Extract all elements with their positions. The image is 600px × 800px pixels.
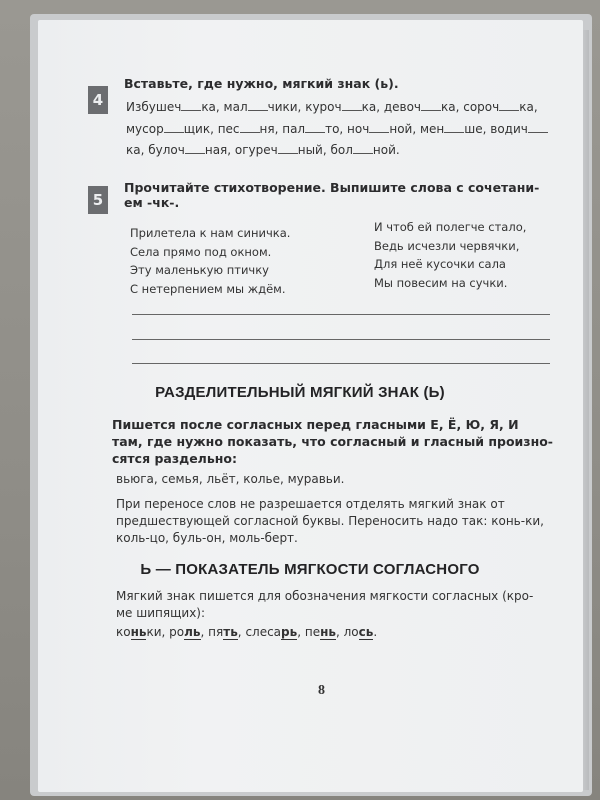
poem-line: Для неё кусочки сала bbox=[374, 257, 506, 271]
poem-line: Эту маленькую птичку bbox=[130, 263, 269, 277]
poem-line: Села прямо под окном. bbox=[130, 244, 272, 259]
softness-examples bbox=[116, 624, 568, 641]
word-fragment: мусор bbox=[126, 121, 164, 136]
task-5-title-line-2: ем -чк-. bbox=[124, 195, 180, 210]
softness-rule-line: Мягкий знак пишется для обозначения мягкости согласных (кро- bbox=[116, 589, 534, 603]
poem-right-column bbox=[374, 218, 526, 292]
example-word: роль, bbox=[169, 625, 209, 639]
example-word: коньки, bbox=[116, 625, 170, 639]
example-word: пень, bbox=[304, 625, 344, 639]
fill-in-blank[interactable] bbox=[528, 122, 548, 133]
fill-in-blank[interactable] bbox=[240, 122, 260, 133]
word-fragment: Избушеч bbox=[126, 100, 182, 114]
fill-in-blank[interactable] bbox=[185, 143, 205, 154]
task-4-title: Вставьте, где нужно, мягкий знак (ь). bbox=[124, 76, 399, 91]
examples-separating: вьюга, семья, льёт, колье, муравьи. bbox=[116, 472, 345, 486]
rule-line: сятся раздельно: bbox=[112, 451, 237, 466]
fill-in-blank[interactable] bbox=[164, 122, 184, 133]
exercise-line bbox=[126, 97, 564, 119]
task-4-lines bbox=[94, 97, 564, 162]
softness-rule bbox=[116, 588, 568, 622]
word-fragment: ка, девоч bbox=[361, 100, 422, 114]
word-fragment: щик, пес bbox=[183, 121, 240, 136]
fill-in-blank[interactable] bbox=[278, 143, 298, 154]
rule-text bbox=[112, 416, 564, 467]
rule-line: там, где нужно показать, что согласный и гласный произно- bbox=[112, 434, 553, 449]
note-line: коль-цо, буль-он, моль-берт. bbox=[116, 531, 298, 545]
word-fragment: ной. bbox=[372, 143, 400, 157]
fill-in-blank[interactable] bbox=[421, 100, 441, 111]
fill-in-blank[interactable] bbox=[248, 100, 268, 111]
word-fragment: ня, пал bbox=[259, 121, 306, 136]
poem-line: И чтоб ей полегче стало, bbox=[374, 220, 527, 234]
fill-in-blank[interactable] bbox=[342, 100, 362, 111]
poem-line: Ведь исчезли червячки, bbox=[374, 238, 520, 253]
answer-line[interactable] bbox=[132, 363, 550, 364]
example-word: слесарь, bbox=[245, 625, 305, 639]
word-fragment: ка, bbox=[519, 100, 538, 114]
fill-in-blank[interactable] bbox=[305, 122, 325, 133]
note-line: При переносе слов не разрешается отделять мягкий знак от bbox=[116, 497, 505, 511]
exercise-line bbox=[126, 119, 564, 141]
section-heading-separating-soft-sign: РАЗДЕЛИТЕЛЬНЫЙ МЯГКИЙ ЗНАК (Ь) bbox=[155, 384, 445, 401]
rule-line: Пишется после согласных перед гласными Е, Ё, Ю, Я, И bbox=[112, 417, 519, 432]
answer-line[interactable] bbox=[132, 339, 550, 340]
word-fragment: ше, водич bbox=[464, 121, 528, 136]
soft-sign-highlight: ть bbox=[223, 625, 238, 639]
section-heading-softness-indicator: Ь — ПОКАЗАТЕЛЬ МЯГКОСТИ СОГЛАСНОГО bbox=[140, 561, 480, 578]
exercise-line bbox=[126, 140, 564, 162]
word-fragment: ный, бол bbox=[297, 143, 353, 157]
poem-line: Прилетела к нам синичка. bbox=[130, 226, 291, 240]
answer-line[interactable] bbox=[132, 314, 550, 315]
example-word: пять, bbox=[208, 625, 246, 639]
fill-in-blank[interactable] bbox=[444, 122, 464, 133]
poem-line: С нетерпением мы ждём. bbox=[130, 281, 286, 296]
task-5-number: 5 bbox=[88, 186, 108, 214]
soft-sign-highlight: сь bbox=[358, 625, 374, 639]
word-fragment: ной, мен bbox=[389, 121, 445, 136]
word-fragment: ка, мал bbox=[201, 100, 248, 114]
soft-sign-highlight: нь bbox=[320, 625, 336, 639]
example-word: лось. bbox=[343, 625, 378, 639]
task-5 bbox=[94, 180, 564, 210]
soft-sign-highlight: нь bbox=[130, 625, 147, 639]
word-fragment: ка, сороч bbox=[441, 100, 500, 114]
word-fragment: то, ноч bbox=[325, 121, 370, 136]
note-line: предшествующей согласной буквы. Переносить надо так: конь-ки, bbox=[116, 514, 544, 528]
word-fragment: чики, куроч bbox=[267, 100, 342, 114]
soft-sign-highlight: ль bbox=[184, 625, 201, 639]
fill-in-blank[interactable] bbox=[353, 143, 373, 154]
soft-sign-highlight: рь bbox=[281, 625, 298, 639]
page-number: 8 bbox=[318, 683, 325, 698]
task-5-title-line-1: Прочитайте стихотворение. Выпишите слова с сочетани- bbox=[124, 180, 540, 195]
poem-left-column bbox=[130, 224, 290, 298]
hyphenation-note bbox=[116, 496, 568, 547]
fill-in-blank[interactable] bbox=[369, 122, 389, 133]
fill-in-blank[interactable] bbox=[499, 100, 519, 111]
task-4 bbox=[92, 76, 564, 162]
task-4-number: 4 bbox=[88, 86, 108, 114]
word-fragment: ная, огуреч bbox=[204, 143, 278, 157]
softness-rule-line: ме шипящих): bbox=[116, 606, 206, 620]
poem-line: Мы повесим на сучки. bbox=[374, 275, 508, 290]
fill-in-blank[interactable] bbox=[181, 100, 201, 111]
word-fragment: ка, булоч bbox=[126, 143, 185, 157]
